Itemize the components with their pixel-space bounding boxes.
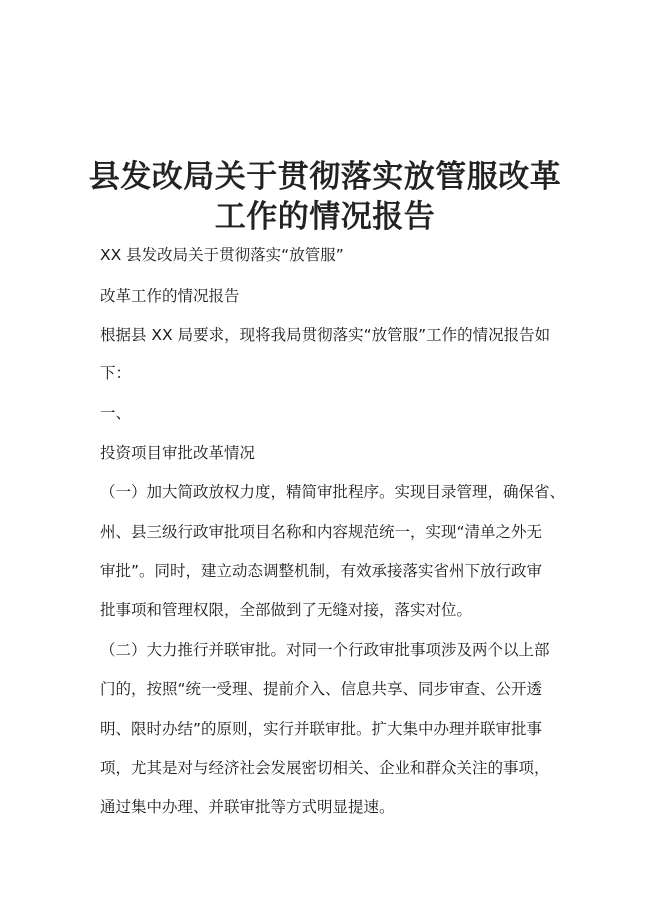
body-line: 一、	[100, 404, 132, 422]
body-line: XX 县发改局关于贯彻落实“放管服”	[100, 246, 344, 264]
body-line: 州、县三级行政审批项目名称和内容规范统一，实现“清单之外无	[100, 523, 543, 541]
body-line: （二）大力推行并联审批。对同一个行政审批事项涉及两个以上部	[100, 641, 550, 659]
body-line: 通过集中办理、并联审批等方式明显提速。	[100, 798, 395, 816]
body-line: 项，尤其是对与经济社会发展密切相关、企业和群众关注的事项，	[100, 759, 550, 777]
body-line: 根据县 XX 局要求，现将我局贯彻落实“放管服”工作的情况报告如	[100, 326, 551, 344]
body-line: 下：	[100, 364, 132, 382]
body-line: 明、限时办结”的原则，实行并联审批。扩大集中办理并联审批事	[100, 720, 543, 738]
body-line: 投资项目审批改革情况	[100, 444, 256, 462]
body-line: 审批”。同时，建立动态调整机制，有效承接落实省州下放行政审	[100, 562, 543, 580]
document-title-line-2: 工作的情况报告	[214, 199, 436, 235]
body-line: 改革工作的情况报告	[100, 287, 240, 305]
body-line: 批事项和管理权限，全部做到了无缝对接，落实对位。	[100, 601, 473, 619]
body-line: 门的，按照“统一受理、提前介入、信息共享、同步审查、公开透	[100, 680, 543, 698]
body-line: （一）加大简政放权力度，精简审批程序。实现目录管理，确保省、	[100, 483, 566, 501]
document-title-line-1: 县发改局关于贯彻落实放管服改革	[88, 159, 562, 195]
